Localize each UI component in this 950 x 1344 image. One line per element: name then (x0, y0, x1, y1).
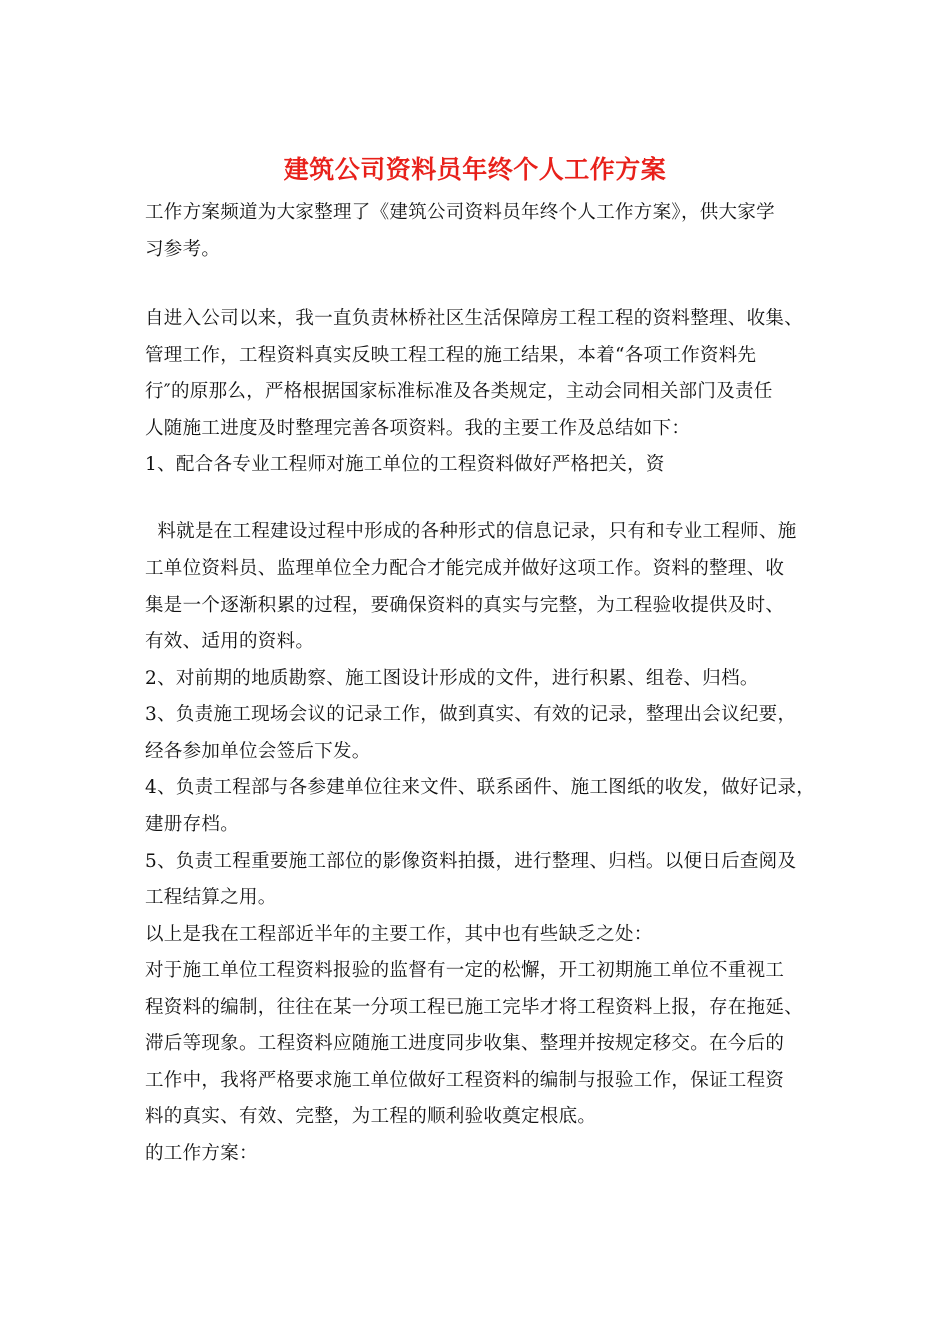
body-line: 的工作方案： (145, 1143, 258, 1164)
body-line: 料就是在工程建设过程中形成的各种形式的信息记录，只有和专业工程师、施 (145, 521, 797, 542)
body-line: 习参考。 (145, 239, 221, 260)
body-line: 行″的原那么，严格根据国家标准标准及各类规定，主动会同相关部门及责任 (145, 381, 773, 402)
body-line: 管理工作，工程资料真实反映工程工程的施工结果，本着“各项工作资料先 (145, 345, 757, 366)
body-line: 料的真实、有效、完整，为工程的顺利验收奠定根底。 (145, 1106, 597, 1127)
list-item: 4、负责工程部与各参建单位往来文件、联系函件、施工图纸的收发，做好记录， (145, 777, 816, 798)
body-line: 经各参加单位会签后下发。 (145, 741, 371, 762)
body-line: 工单位资料员、监理单位全力配合才能完成并做好这项工作。资料的整理、收 (145, 558, 785, 579)
list-item: 2、对前期的地质勘察、施工图设计形成的文件，进行积累、组卷、归档。 (145, 668, 759, 689)
body-line: 以上是我在工程部近半年的主要工作，其中也有些缺乏之处： (145, 924, 653, 945)
body-line: 工程结算之用。 (145, 887, 277, 908)
body-line: 工作中，我将严格要求施工单位做好工程资料的编制与报验工作，保证工程资 (145, 1070, 785, 1091)
list-item: 1、配合各专业工程师对施工单位的工程资料做好严格把关，资 (145, 454, 665, 475)
body-line: 工作方案频道为大家整理了《建筑公司资料员年终个人工作方案》，供大家学 (145, 202, 775, 223)
body-line: 滞后等现象。工程资料应随施工进度同步收集、整理并按规定移交。在今后的 (145, 1033, 785, 1054)
list-item: 5、负责工程重要施工部位的影像资料拍摄，进行整理、归档。以便日后查阅及 (145, 851, 797, 872)
body-line: 程资料的编制，往往在某一分项工程已施工完毕才将工程资料上报，存在拖延、 (145, 997, 804, 1018)
page-title: 建筑公司资料员年终个人工作方案 (283, 155, 667, 184)
body-line: 对于施工单位工程资料报验的监督有一定的松懈，开工初期施工单位不重视工 (145, 960, 785, 981)
body-line: 人随施工进度及时整理完善各项资料。我的主要工作及总结如下： (145, 418, 691, 439)
body-line: 集是一个逐渐积累的过程，要确保资料的真实与完整，为工程验收提供及时、 (145, 595, 785, 616)
body-line: 建册存档。 (145, 814, 240, 835)
body-line: 自进入公司以来，我一直负责林桥社区生活保障房工程工程的资料整理、收集、 (145, 308, 804, 329)
list-item: 3、负责施工现场会议的记录工作，做到真实、有效的记录，整理出会议纪要， (145, 704, 797, 725)
body-line: 有效、适用的资料。 (145, 631, 315, 652)
